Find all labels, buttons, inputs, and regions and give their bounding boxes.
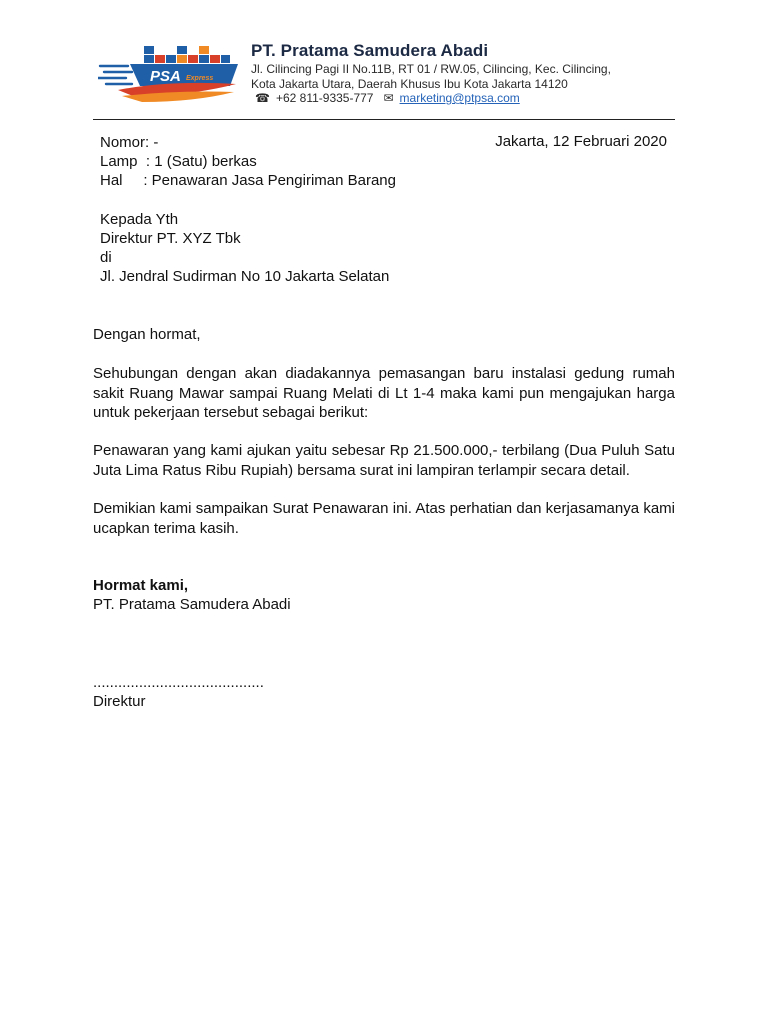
letter-date: Jakarta, 12 Februari 2020 xyxy=(495,133,667,150)
letterhead xyxy=(0,0,768,120)
body-paragraph-1: Sehubungan dengan akan diadakannya pemasangan baru instalasi gedung rumah sakit Ruang Mawar sampai Ruang Melati di Lt 1-4 maka kami pun mengajukan harga untuk pekerjaan tersebut sebagai berikut: xyxy=(93,365,675,421)
recipient-line-1: Kepada Yth xyxy=(100,211,179,228)
header-divider xyxy=(93,119,675,120)
address-line-2: Kota Jakarta Utara, Daerah Khusus Ibu Kota Jakarta 14120 xyxy=(251,77,568,91)
recipient-line-2: Direktur PT. XYZ Tbk xyxy=(100,230,241,247)
greeting: Dengan hormat, xyxy=(93,326,201,343)
closing-company: PT. Pratama Samudera Abadi xyxy=(93,596,291,613)
recipient-line-4: Jl. Jendral Sudirman No 10 Jakarta Selatan xyxy=(100,268,390,285)
body-paragraph-2: Penawaran yang kami ajukan yaitu sebesar Rp 21.500.000,- terbilang (Dua Puluh Satu Juta Lima Ratus Ribu Rupiah) bersama surat ini lampiran terlampir secara detail. xyxy=(93,442,675,479)
letter-number: Nomor: - xyxy=(100,134,159,151)
address-line-1: Jl. Cilincing Pagi II No.11B, RT 01 / RW.05, Cilincing, Kec. Cilincing, xyxy=(251,62,611,76)
phone-icon: ☎ xyxy=(255,91,270,105)
signature-line: ......................................... xyxy=(93,674,264,691)
company-address xyxy=(251,62,671,92)
recipient-line-3: di xyxy=(100,249,112,266)
phone-number: +62 811-9335-777 xyxy=(275,91,374,105)
body-paragraph-3: Demikian kami sampaikan Surat Penawaran ini. Atas perhatian dan kerjasamanya kami ucapkan terima kasih. xyxy=(93,500,675,537)
company-name: PT. Pratama Samudera Abadi xyxy=(251,41,489,60)
company-logo xyxy=(98,40,240,102)
speed-lines xyxy=(98,66,132,84)
letter-meta xyxy=(100,133,396,190)
containers xyxy=(144,46,230,63)
closing-salutation: Hormat kami, xyxy=(93,577,189,594)
letter-attachment: Lamp : 1 (Satu) berkas xyxy=(100,153,257,170)
recipient-block xyxy=(100,210,389,286)
logo-text: PSA xyxy=(150,68,181,85)
ship-hull xyxy=(130,64,238,86)
contact-info xyxy=(255,91,520,105)
logo-subtext: Express xyxy=(186,75,214,82)
signatory-title: Direktur xyxy=(93,693,146,710)
email-link[interactable]: marketing@ptpsa.com xyxy=(399,91,520,105)
letter-subject: Hal : Penawaran Jasa Pengiriman Barang xyxy=(100,172,396,189)
envelope-icon: ✉ xyxy=(383,91,394,105)
